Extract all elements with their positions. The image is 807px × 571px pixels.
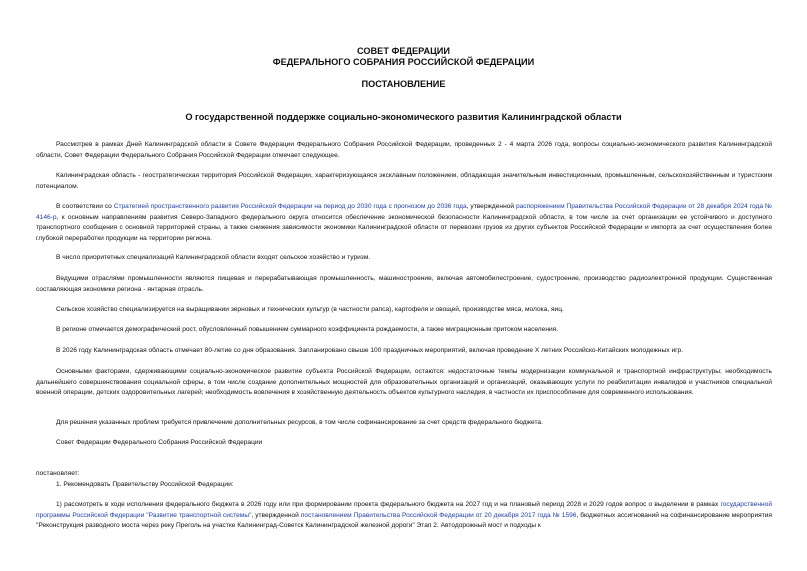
state-program-link[interactable]: государственной программы Российской Федерации "Развитие транспортной системы" (36, 501, 772, 519)
document-type: ПОСТАНОВЛЕНИЕ (361, 79, 446, 89)
paragraph-2: Калининградская область - геостратегическая территория Российской Федерации, характеризующаяся эксклавным положением, обладающая значительным инвестиционным, промышленным, сельскохозяйственным и туристским потенциалом. (36, 172, 772, 190)
paragraph-3 (36, 202, 772, 244)
paragraph-7: В регионе отмечается демографический рост, обусловленный повышением суммарного коэффициента рождаемости, а также миграционным притоком населения. (56, 326, 559, 333)
paragraph-3-text-2: , утвержденной (466, 203, 516, 210)
government-order-link[interactable]: распоряжением Правительства Российской Федерации от 28 декабря 2024 года № 4146-р (36, 203, 772, 221)
paragraph-5: Ведущими отраслями промышленности являются пищевая и перерабатывающая промышленность, машиностроение, включая автомобилестроение, судостроение, производство радиоэлектронной продукции. Существенная составляющая экономики региона - янтарная отрасль. (36, 275, 772, 293)
document-title: О государственной поддержке социально-экономического развития Калининградской области (185, 112, 622, 122)
subitem-1-text-3: , бюджетных ассигнований на софинансирование мероприятия "Реконструкция разводного моста через реку Преголь на участке Калининград-Советск Калининградской железной дороги" Этап 2. Автодорожный мост и подходы к (36, 511, 772, 530)
paragraph-6: Сельское хозяйство специализируется на выращивании зерновых и технических культур (в частности рапса), картофеля и овощей, производстве мяса, молока, яиц. (56, 306, 564, 313)
paragraph-4: В число приоритетных специализаций Калининградской области входят сельское хозяйство и туризм. (56, 254, 371, 261)
paragraph-10: Для решения указанных проблем требуется привлечение дополнительных ресурсов, в том числе софинансирование за счет средств федерального бюджета. (56, 419, 543, 426)
paragraph-11: Совет Федерации Федерального Собрания Российской Федерации (56, 439, 263, 446)
paragraph-3-text-1: В соответствии со (56, 203, 114, 210)
subitem-1-text-1: 1) рассмотреть в ходе исполнения федерального бюджета в 2026 году или при формировании проекта федерального бюджета на 2027 год и на плановый период 2028 и 2029 годов вопрос о выделении в рамках (56, 501, 721, 508)
strategy-link[interactable]: Стратегией пространственного развития Российской Федерации на период до 2030 года с прогнозом до 2036 года (113, 203, 467, 210)
decree-word: постановляет: (36, 470, 80, 477)
paragraph-3-text-3: , к основным направлениям развития Северо-Западного федерального округа относится обеспечение экономической безопасности Калининградской области, в том числе за счет организации ее устойчивого и доступного транспортного сообщения с основной территорией страны, а также снижения зависимости экономики Калининградской области от перевозки грузов из других субъектов Российской Федерации и импорта за счет осуществления более глубокой переработки продукции на территории региона. (36, 213, 772, 242)
government-resolution-link[interactable]: постановлением Правительства Российской Федерации от 20 декабря 2017 года № 1596 (300, 511, 577, 519)
paragraph-8: В 2026 году Калининградская область отмечает 80-летие со дня образования. Запланировано свыше 100 праздничных мероприятий, включая проведение X летних Российско-Китайских молодежных игр. (56, 347, 684, 354)
paragraph-1: Рассмотрев в рамках Дней Калининградской области в Совете Федерации Федерального Собрания Российской Федерации, проведенных 2 - 4 марта 2026 года, вопросы социально-экономического развития Калининградской области, Совет Федерации Федерального Собрания Российской Федерации отмечает следующее. (36, 141, 772, 159)
subitem-1 (36, 500, 772, 532)
item-1: 1. Рекомендовать Правительству Российской Федерации: (56, 481, 234, 488)
org-title-line-1: СОВЕТ ФЕДЕРАЦИИ (357, 46, 450, 56)
paragraph-9: Основными факторами, сдерживающими социально-экономическое развитие субъекта Российской Федерации, остаются: недостаточные темпы модернизации коммунальной и транспортной инфраструктуры; необходимость дальнейшего совершенствования социальной сферы, в том числе создание дополнительных мощностей для образовательных организаций и организаций, оказывающих услуги по реабилитации инвалидов и участников специальной военной операции, детских оздоровительных лагерей; необходимость вовлечения в хозяйственную деятельность объектов культурного наследия, в частности их приспособление для современного использования. (36, 368, 772, 397)
subitem-1-text-2: , утвержденной (251, 511, 301, 519)
org-title-line-2: ФЕДЕРАЛЬНОГО СОБРАНИЯ РОССИЙСКОЙ ФЕДЕРАЦИИ (272, 57, 535, 67)
